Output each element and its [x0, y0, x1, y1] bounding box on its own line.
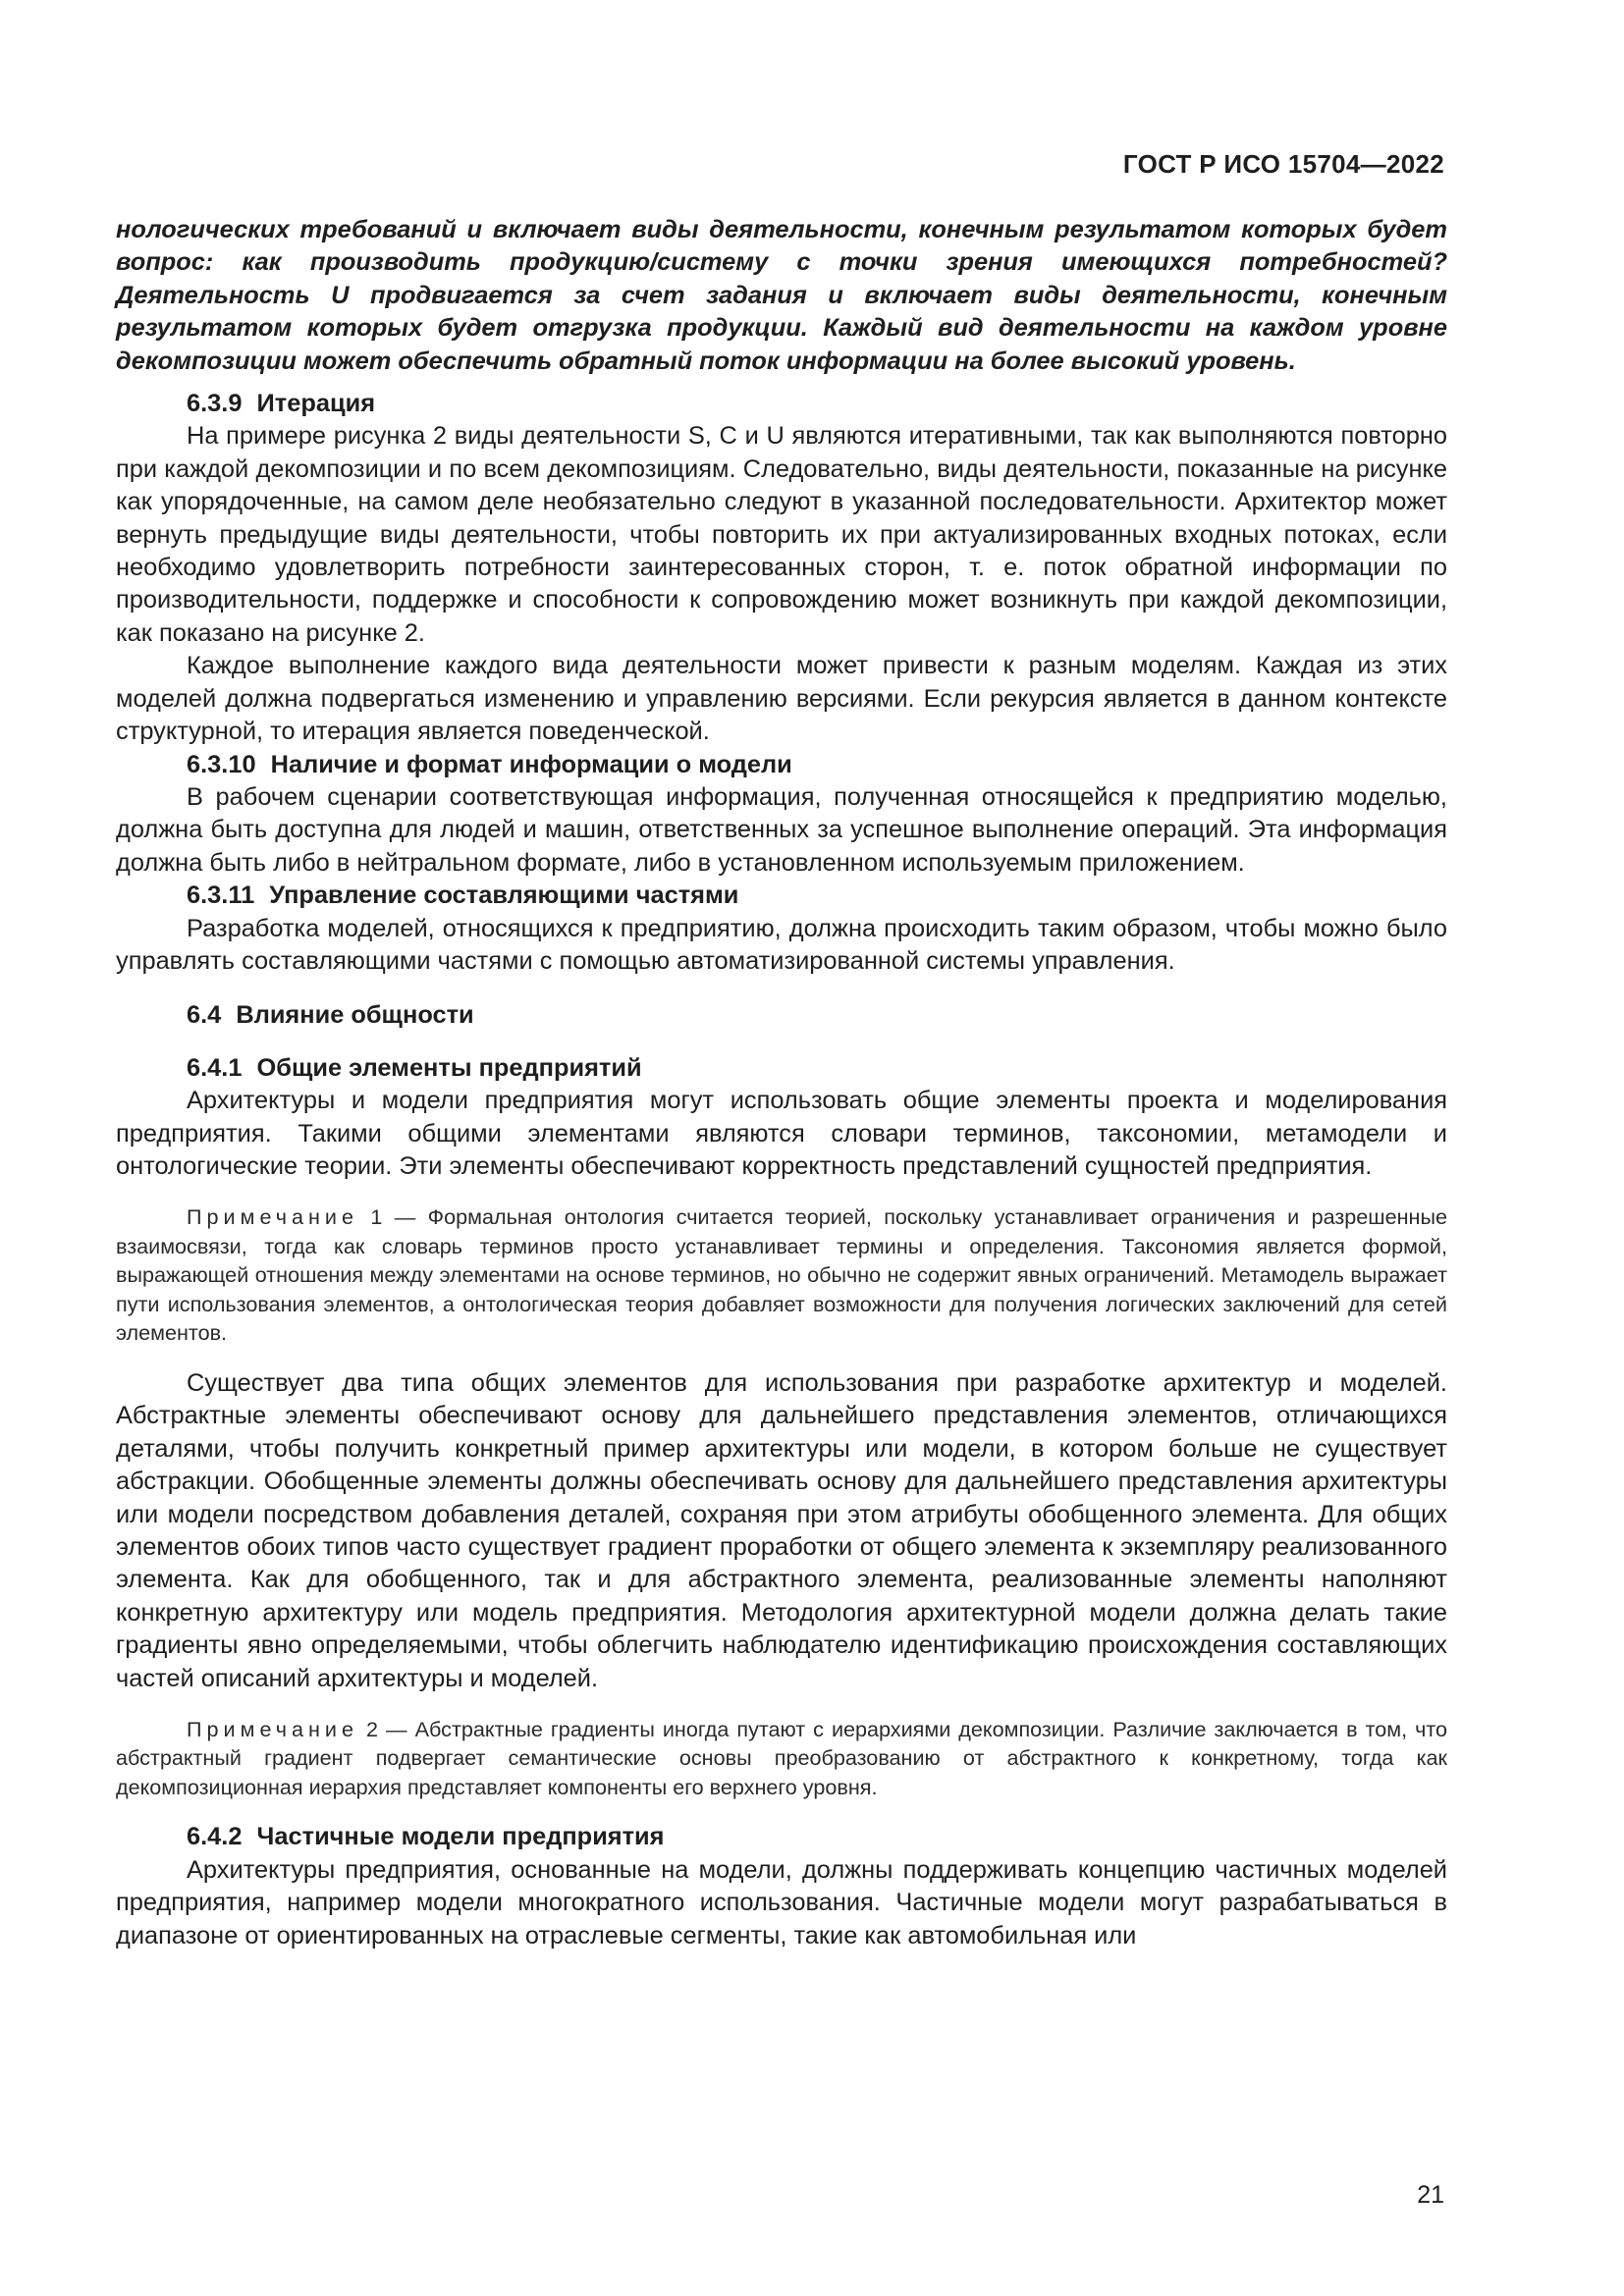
section-title: Итерация [256, 390, 376, 418]
paragraph: В рабочем сценарии соответствующая информация, полученная относящейся к предприятию моделью, должна быть доступна для людей и машин, ответственных за успешное выполнение операций. Эта информация должна быть либо в нейтральном формате, либо в установленном используемым приложением. [116, 782, 1447, 877]
section-heading-6-3-11 [116, 880, 1447, 912]
paragraph: Архитектуры предприятия, основанные на модели, должны поддерживать концепцию частичных моделей предприятия, например модели многократного использования. Частичные модели могут разрабатываться в диапазоне от ориентированных на отраслевые сегменты, такие как автомобильная или [116, 1855, 1447, 1949]
section-title: Наличие и формат информации о модели [270, 750, 792, 778]
section-title: Управление составляющими частями [269, 881, 739, 910]
section-number: 6.3.11 [187, 881, 255, 910]
note-label: Примечание [187, 1204, 358, 1230]
section-title: Влияние общности [236, 1001, 474, 1030]
paragraph: Разработка моделей, относящихся к предприятию, должна происходить таким образом, чтобы можно было управлять составляющими частями с помощью автоматизированной системы управления. [116, 914, 1447, 975]
paragraph: Каждое выполнение каждого вида деятельности может привести к разным моделям. Каждая из этих моделей должна подвергаться изменению и управлению версиями. Если рекурсия является в данном контексте структурной, то итерация является поведенческой. [116, 652, 1447, 746]
section-number: 6.4.1 [187, 1053, 243, 1082]
note-text: — Формальная онтология считается теорией, поскольку устанавливает ограничения и разрешенные взаимосвязи, тогда как словарь терминов просто устанавливает термины и определения. Таксономия является формой, выражающей отношения между элементами на основе терминов, но обычно не содержит явных ограничений. Метамодель выражает пути использования элементов, а онтологическая теория добавляет возможности для получения логических заключений для сетей элементов. [116, 1204, 1448, 1346]
section-title: Частичные модели предприятия [256, 1823, 665, 1851]
section-heading-6-4 [116, 999, 1447, 1032]
document-code-header: ГОСТ Р ИСО 15704—2022 [1122, 149, 1444, 179]
page-content [116, 214, 1447, 1952]
page-number: 21 [1417, 2181, 1444, 2209]
paragraph: Существует два типа общих элементов для использования при разработке архитектур и моделей. Абстрактные элементы обеспечивают основу для дальнейшего представления элементов, отличающихся деталями, чтобы получить конкретный пример архитектуры или модели, в котором больше не существует абстракции. Обобщенные элементы должны обеспечивать основу для дальнейшего представления архитектуры или модели посредством добавления деталей, сохраняя при этом атрибуты обобщенного элемента. Для общих элементов обоих типов часто существует градиент проработки от общего элемента к экземпляру реализованного элемента. Как для обобщенного, так и для абстрактного элемента, реализованные элементы наполняют конкретную архитектуру или модель предприятия. Методология архитектурной модели должна делать такие градиенты явно определяемыми, чтобы облегчить наблюдателю идентификацию происхождения составляющих частей описаний архитектуры и моделей. [116, 1368, 1447, 1692]
section-number: 6.4 [187, 1001, 222, 1030]
section-heading-6-4-1 [116, 1052, 1447, 1085]
paragraph: На примере рисунка 2 виды деятельности S, C и U являются итеративными, так как выполняются повторно при каждой декомпозиции и по всем декомпозициям. Следовательно, виды деятельности, показанные на рисунке как упорядоченные, на самом деле необязательно следуют в указанной последовательности. Архитектор может вернуть предыдущие виды деятельности, чтобы повторить их при актуализированных входных потоках, если необходимо удовлетворить потребности заинтересованных сторон, т. е. поток обратной информации по производительности, поддержке и способности к сопровождению может возникнуть при каждой декомпозиции, как показано на рисунке 2. [116, 422, 1447, 647]
section-heading-6-3-10 [116, 749, 1447, 781]
note-number: 1 [370, 1204, 383, 1230]
section-number: 6.3.10 [187, 750, 256, 778]
section-heading-6-3-9 [116, 388, 1447, 420]
note-label: Примечание [187, 1716, 358, 1741]
paragraph: Архитектуры и модели предприятия могут использовать общие элементы проекта и моделирования предприятия. Такими общими элементами являются словари терминов, таксономии, метамодели и онтологические теории. Эти элементы обеспечивают корректность представлений сущностей предприятия. [116, 1087, 1447, 1180]
continuation-paragraph: нологических требований и включает виды деятельности, конечным результатом которых будет вопрос: как производить продукцию/систему с точки зрения имеющихся потребностей? Деятельность U продвигается за счет задания и включает виды деятельности, конечным результатом которых будет отгрузка продукции. Каждый вид деятельности на каждом уровне декомпозиции может обеспечить обратный поток информации на более высокий уровень. [116, 216, 1447, 375]
note-number: 2 [366, 1716, 379, 1741]
section-title: Общие элементы предприятий [256, 1053, 642, 1082]
section-number: 6.3.9 [187, 390, 243, 418]
note-text: — Абстрактные градиенты иногда путают с иерархиями декомпозиции. Различие заключается в том, что абстрактный градиент подвергает семантические основы преобразованию от абстрактного к конкретному, тогда как декомпозиционная иерархия представляет компоненты его верхнего уровня. [116, 1716, 1448, 1799]
note-1 [116, 1202, 1447, 1348]
section-number: 6.4.2 [187, 1823, 243, 1851]
note-2 [116, 1715, 1447, 1802]
section-heading-6-4-2 [116, 1821, 1447, 1853]
